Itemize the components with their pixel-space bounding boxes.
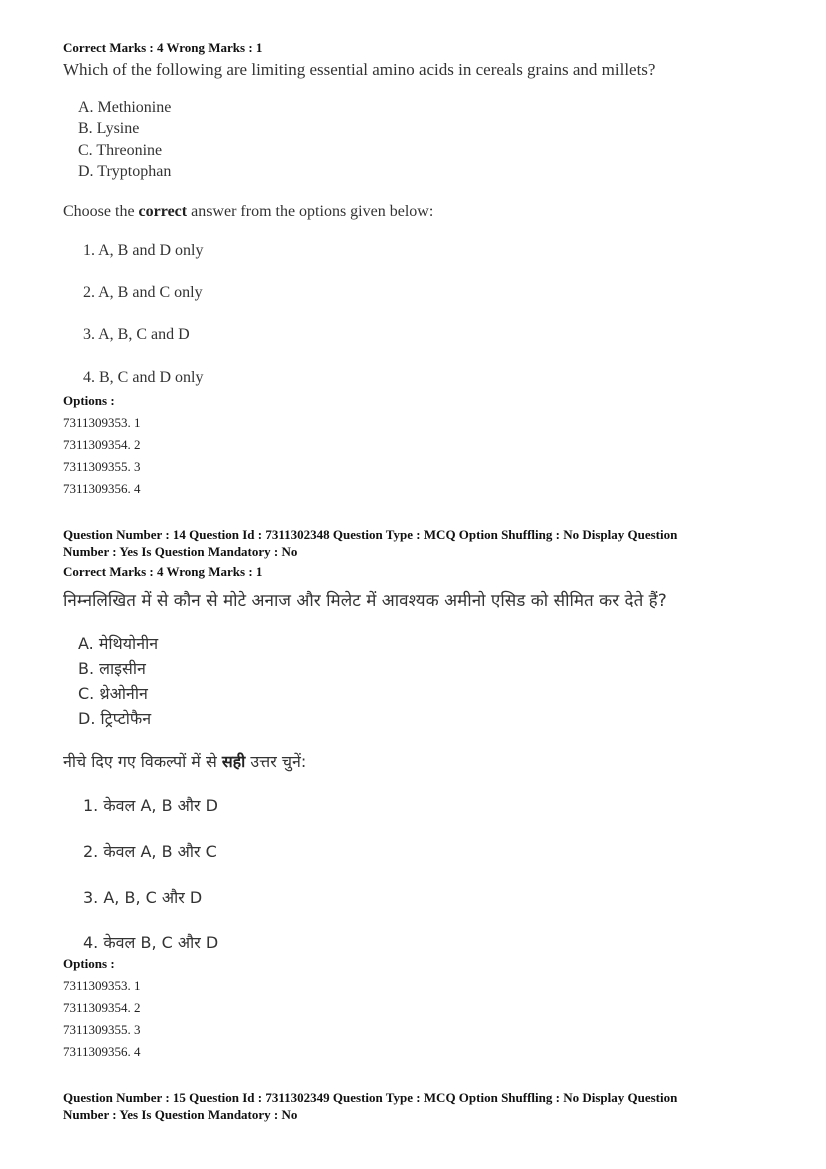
answer-choice-3: 3. A, B, C and D (83, 326, 190, 343)
statement-item-d: D. Tryptophan (78, 163, 172, 180)
answer-instruction: Choose the correct answer from the options given below: (63, 203, 434, 220)
answer-choice-1: 1. A, B and D only (83, 242, 204, 259)
statement-item-b: B. Lysine (78, 120, 140, 137)
option-id-4: 7311309356. 4 (63, 481, 141, 496)
statement-item-c: C. Threonine (78, 142, 163, 159)
options-label: Options : (63, 956, 115, 971)
question-header-line1: Question Number : 15 Question Id : 7311302349 Question Type : MCQ Option Shuffling : No Display Question (63, 1090, 678, 1105)
option-id-2: 7311309354. 2 (63, 437, 141, 452)
option-id-1: 7311309353. 1 (63, 978, 141, 993)
option-id-3: 7311309355. 3 (63, 1022, 141, 1037)
answer-choice-4: 4. केवल B, C और D (83, 933, 219, 952)
option-id-2: 7311309354. 2 (63, 1000, 141, 1015)
statement-item-d: D. ट्रिप्टोफैन (78, 709, 152, 728)
option-id-3: 7311309355. 3 (63, 459, 141, 474)
statement-item-b: B. लाइसीन (78, 659, 146, 678)
answer-choice-2: 2. केवल A, B और C (83, 842, 217, 861)
question-header-line2: Number : Yes Is Question Mandatory : No (63, 544, 298, 559)
option-id-1: 7311309353. 1 (63, 415, 141, 430)
option-id-4: 7311309356. 4 (63, 1044, 141, 1059)
marks-line: Correct Marks : 4 Wrong Marks : 1 (63, 40, 263, 55)
answer-choice-4: 4. B, C and D only (83, 369, 204, 386)
marks-line: Correct Marks : 4 Wrong Marks : 1 (63, 564, 263, 579)
statement-item-c: C. थ्रेओनीन (78, 684, 148, 703)
answer-choice-3: 3. A, B, C और D (83, 888, 203, 907)
question-text: Which of the following are limiting essential amino acids in cereals grains and millets? (63, 60, 656, 79)
statement-item-a: A. मेथियोनीन (78, 634, 159, 653)
statement-item-a: A. Methionine (78, 99, 172, 116)
question-text-hindi: निम्नलिखित में से कौन से मोटे अनाज और मिलेट में आवश्यक अमीनो एसिड को सीमित कर देते हैं? (63, 591, 667, 611)
answer-instruction: नीचे दिए गए विकल्पों में से सही उत्तर चुनें: (63, 752, 307, 771)
question-header-line1: Question Number : 14 Question Id : 7311302348 Question Type : MCQ Option Shuffling : No Display Question (63, 527, 678, 542)
answer-choice-2: 2. A, B and C only (83, 284, 203, 301)
question-header-line2: Number : Yes Is Question Mandatory : No (63, 1107, 298, 1122)
options-label: Options : (63, 393, 115, 408)
answer-choice-1: 1. केवल A, B और D (83, 796, 218, 815)
